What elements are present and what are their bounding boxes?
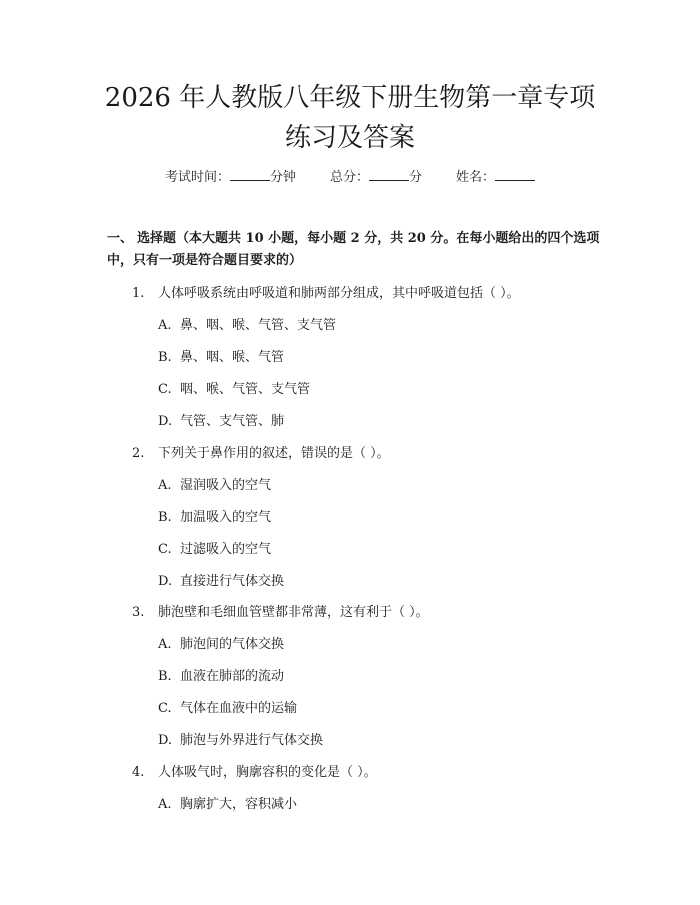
exam-time-unit: 分钟 <box>269 170 296 185</box>
page-title: 2026 年人教版八年级下册生物第一章专项练习及答案 <box>104 83 596 153</box>
option-text: 鼻、咽、喉、气管 <box>180 350 285 365</box>
option-letter: D. <box>158 574 173 589</box>
question-number: 3. <box>132 605 145 620</box>
section-heading-text: 选择题（本大题共 10 小题，每小题 2 分，共 20 分。在每小题给出的四个选项中，只有一项是符合题目要求的） <box>107 231 600 268</box>
question-4-option-a <box>158 793 297 812</box>
option-letter: A. <box>158 318 172 333</box>
exam-name-blank <box>495 168 535 181</box>
option-text: 胸廓扩大，容积减小 <box>180 797 298 812</box>
question-number: 2. <box>132 446 145 461</box>
exam-time-label: 考试时间： <box>164 170 230 185</box>
option-letter: A. <box>158 637 172 652</box>
question-number: 1. <box>132 286 145 301</box>
option-letter: D. <box>158 414 173 429</box>
exam-score-unit: 分 <box>409 170 423 185</box>
exam-time-blank <box>230 168 270 181</box>
option-letter: B. <box>158 510 172 525</box>
option-letter: A. <box>158 478 172 493</box>
exam-info <box>0 166 700 185</box>
question-text: 肺泡壁和毛细血管壁都非常薄，这有利于（ ）。 <box>158 605 429 620</box>
option-text: 肺泡间的气体交换 <box>180 637 285 652</box>
question-3-option-d <box>158 729 323 748</box>
question-3-option-b <box>158 665 284 684</box>
exam-time <box>165 166 296 185</box>
option-text: 加温吸入的空气 <box>180 510 272 525</box>
exam-name <box>456 166 535 185</box>
exam-name-label: 姓名： <box>456 170 496 185</box>
option-letter: D. <box>158 733 173 748</box>
option-letter: B. <box>158 669 172 684</box>
question-2-stem <box>132 442 390 461</box>
option-text: 鼻、咽、喉、气管、支气管 <box>180 318 337 333</box>
question-4-stem <box>132 761 377 780</box>
option-letter: C. <box>158 701 172 716</box>
question-1-stem <box>132 282 520 301</box>
question-text: 人体吸气时，胸廓容积的变化是（ ）。 <box>158 765 377 780</box>
exam-score <box>330 166 422 185</box>
question-2-option-c <box>158 538 271 557</box>
option-letter: C. <box>158 542 172 557</box>
option-letter: A. <box>158 797 172 812</box>
option-text: 过滤吸入的空气 <box>180 542 272 557</box>
option-letter: B. <box>158 350 172 365</box>
option-letter: C. <box>158 382 172 397</box>
section-number: 一、 <box>107 231 134 246</box>
option-text: 咽、喉、气管、支气管 <box>180 382 311 397</box>
question-1-option-d <box>158 410 284 429</box>
question-1-option-a <box>158 314 336 333</box>
question-1-option-b <box>158 346 284 365</box>
question-1-option-c <box>158 378 310 397</box>
question-text: 人体呼吸系统由呼吸道和肺两部分组成，其中呼吸道包括（ ）。 <box>158 286 520 301</box>
option-text: 气管、支气管、肺 <box>180 414 285 429</box>
option-text: 气体在血液中的运输 <box>180 701 298 716</box>
question-2-option-a <box>158 474 271 493</box>
question-text: 下列关于鼻作用的叙述，错误的是（ ）。 <box>158 446 390 461</box>
option-text: 直接进行气体交换 <box>180 574 285 589</box>
question-3-stem <box>132 601 429 620</box>
question-2-option-d <box>158 570 284 589</box>
option-text: 血液在肺部的流动 <box>180 669 285 684</box>
question-number: 4. <box>132 765 145 780</box>
question-3-option-a <box>158 633 284 652</box>
option-text: 湿润吸入的空气 <box>180 478 272 493</box>
option-text: 肺泡与外界进行气体交换 <box>180 733 324 748</box>
question-3-option-c <box>158 697 297 716</box>
exam-score-label: 总分： <box>329 170 369 185</box>
exam-score-blank <box>369 168 409 181</box>
section-heading <box>107 228 607 272</box>
question-2-option-b <box>158 506 271 525</box>
